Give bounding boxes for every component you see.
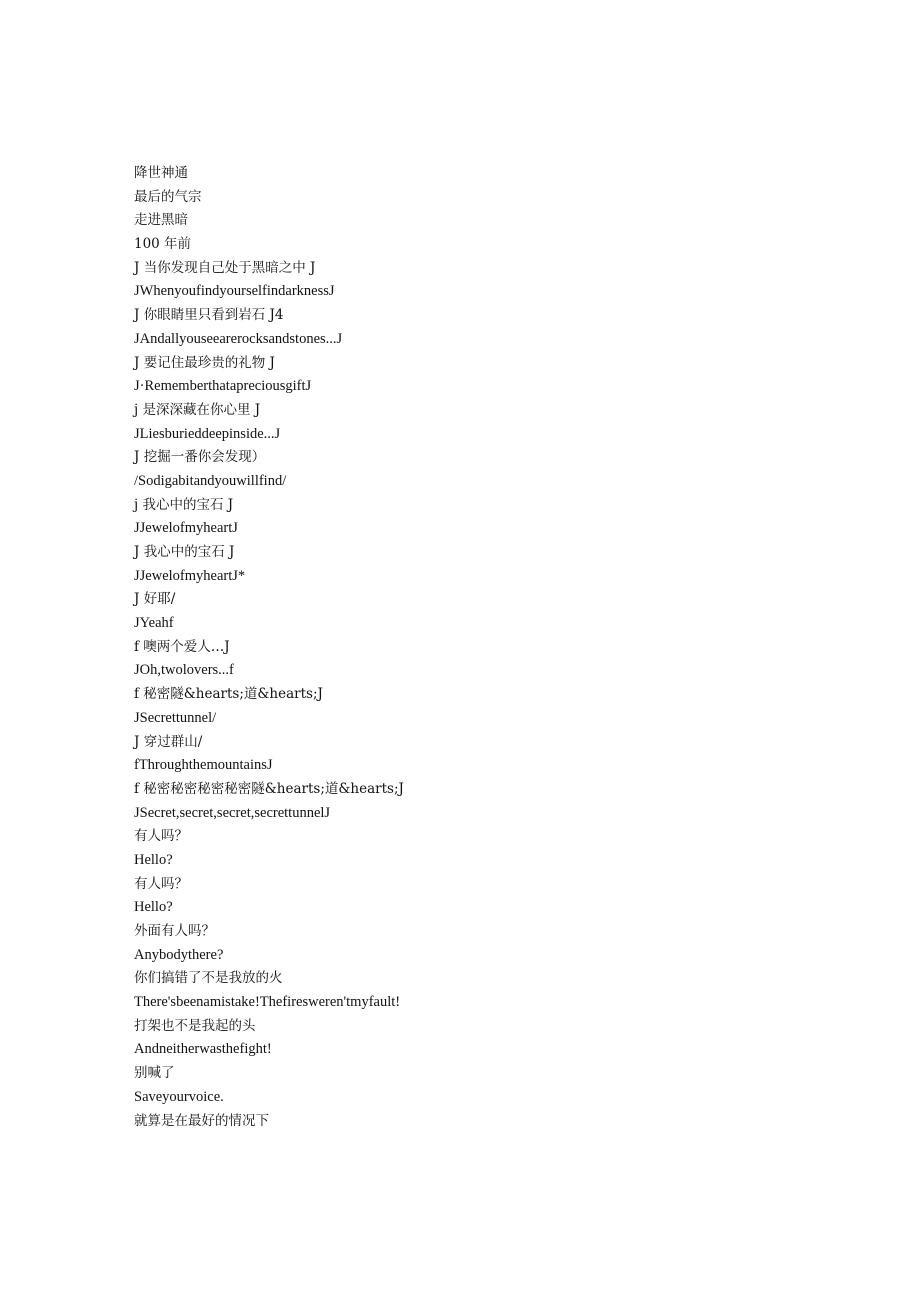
subtitle-line-english: J·RememberthatapreciousgiftJ bbox=[134, 378, 312, 395]
subtitle-line-english: There'sbeenamistake!Thefiresweren'tmyfault! bbox=[134, 994, 401, 1011]
subtitle-line-english: JLiesburieddeepinside...J bbox=[134, 425, 281, 442]
subtitle-line-chinese: J 好耶/ bbox=[134, 591, 176, 608]
subtitle-line-chinese: j 是深深藏在你心里 J bbox=[134, 401, 261, 418]
subtitle-text-body bbox=[134, 162, 834, 1133]
subtitle-line-chinese: f 秘密秘密秘密秘密隧&hearts;道&hearts;J bbox=[134, 780, 404, 797]
subtitle-line-english: Hello? bbox=[134, 899, 173, 916]
subtitle-line-english: fThroughthemountainsJ bbox=[134, 757, 273, 774]
subtitle-line-english: Anybodythere? bbox=[134, 946, 224, 963]
subtitle-line-chinese: J 你眼睛里只看到岩石 J4 bbox=[134, 307, 284, 324]
subtitle-line-english: Saveyourvoice. bbox=[134, 1088, 224, 1105]
subtitle-line-chinese: 降世神通 bbox=[134, 165, 188, 181]
subtitle-line-chinese: J 我心中的宝石 J bbox=[134, 544, 235, 560]
subtitle-line-english: JJewelofmyheartJ bbox=[134, 520, 238, 537]
subtitle-line-chinese: 有人吗？ bbox=[134, 875, 188, 892]
subtitle-line-english: JSecrettunnel/ bbox=[134, 709, 217, 726]
subtitle-line-english: JOh,twolovers...f bbox=[134, 662, 234, 679]
subtitle-line-chinese: j 我心中的宝石 J bbox=[134, 496, 234, 513]
subtitle-line-english: JAndallyouseearerocksandstones...J bbox=[134, 330, 343, 347]
subtitle-line-chinese: 别喊了 bbox=[134, 1065, 175, 1082]
subtitle-line-english: JYeahf bbox=[134, 615, 174, 632]
subtitle-line-chinese: 最后的气宗 bbox=[134, 188, 202, 205]
subtitle-line-chinese: 走进黑暗 bbox=[134, 212, 188, 229]
subtitle-line-chinese: f 噢两个爱人…J bbox=[134, 638, 230, 655]
subtitle-line-chinese: 打架也不是我起的头 bbox=[134, 1017, 256, 1034]
subtitle-line-chinese: J 当你发现自己处于黑暗之中 J bbox=[134, 259, 316, 276]
subtitle-line-chinese: J 挖掘一番你会发现） bbox=[134, 449, 266, 466]
subtitle-line-chinese: 就算是在最好的情况下 bbox=[134, 1112, 269, 1129]
subtitle-line-chinese: 有人吗？ bbox=[134, 828, 188, 845]
subtitle-line-chinese: J 穿过群山/ bbox=[134, 733, 203, 750]
subtitle-line-chinese: 100 年前 bbox=[134, 236, 192, 253]
subtitle-line-english: JSecret,secret,secret,secrettunnelJ bbox=[134, 804, 331, 821]
subtitle-line-chinese: 你们搞错了不是我放的火 bbox=[134, 970, 283, 987]
subtitle-line-chinese: 外面有人吗？ bbox=[134, 923, 215, 939]
subtitle-line-english: JJewelofmyheartJ* bbox=[134, 567, 246, 584]
subtitle-line-english: Andneitherwasthefight! bbox=[134, 1041, 272, 1058]
subtitle-line-english: JWhenyoufindyourselfindarknessJ bbox=[134, 283, 335, 300]
subtitle-line-chinese: J 要记住最珍贵的礼物 J bbox=[134, 354, 275, 371]
subtitle-line-english: /Sodigabitandyouwillfind/ bbox=[134, 472, 287, 489]
subtitle-line-english: Hello? bbox=[134, 851, 173, 868]
subtitle-line-chinese: f 秘密隧&hearts;道&hearts;J bbox=[134, 686, 323, 703]
